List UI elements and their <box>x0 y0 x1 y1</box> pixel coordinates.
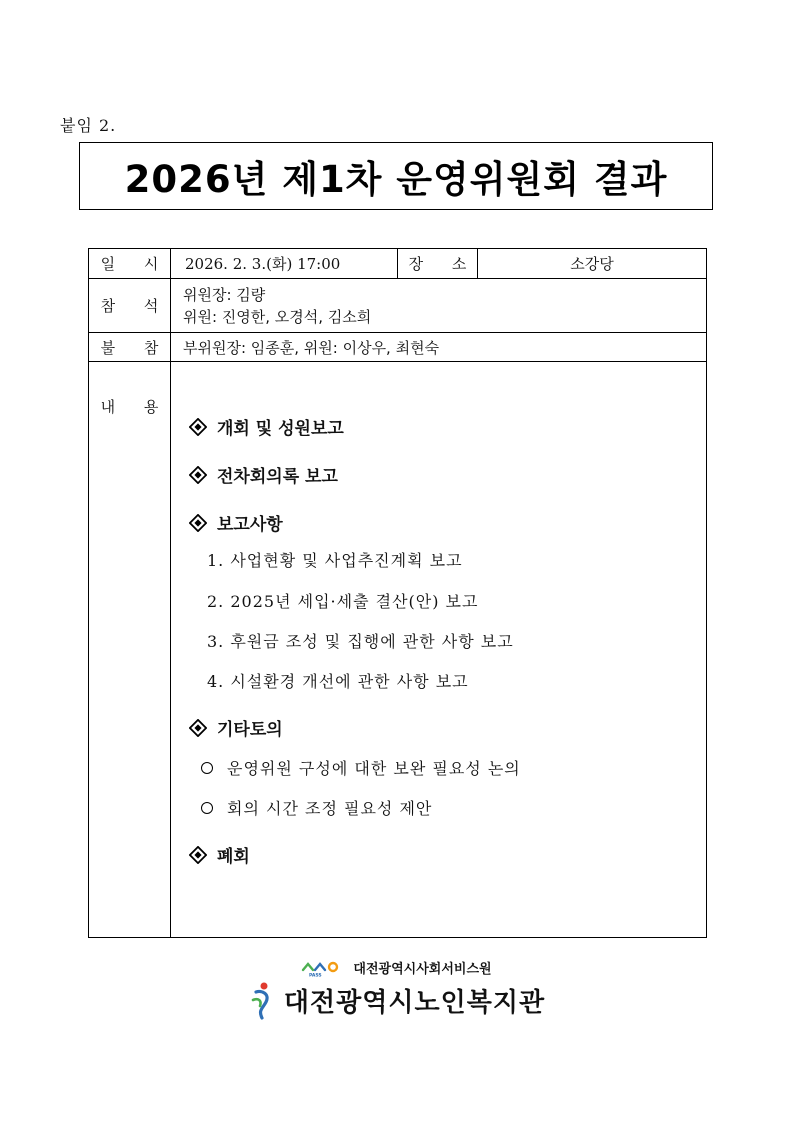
report-item: 4. 시설환경 개선에 관한 사항 보고 <box>207 672 469 691</box>
diamond-icon <box>189 846 207 864</box>
section-title: 개회 및 성원보고 <box>217 419 344 439</box>
attend-chair: 위원장: 김량 <box>183 285 266 304</box>
section-discussion <box>189 715 283 740</box>
discussion-item <box>201 756 521 779</box>
section-previous-minutes <box>189 462 338 487</box>
diamond-icon <box>189 719 207 737</box>
attend-label-cell <box>89 279 171 333</box>
report-item: 3. 후원금 조성 및 집행에 관한 사항 보고 <box>207 632 514 651</box>
pass-logo-text: PASS <box>309 973 323 977</box>
absent-row <box>89 333 707 362</box>
content-label-cell <box>89 362 171 938</box>
document-title: 2026년 제1차 운영위원회 결과 <box>124 158 668 201</box>
report-item: 2. 2025년 세입·세출 결산(안) 보고 <box>207 592 479 611</box>
diamond-icon <box>189 418 207 436</box>
report-item: 1. 사업현황 및 사업추진계획 보고 <box>207 551 463 570</box>
pass-logo-icon <box>301 959 347 977</box>
section-title: 전차회의록 보고 <box>217 467 338 487</box>
org-small-text: 대전광역시사회서비스원 <box>353 962 492 977</box>
content-body <box>171 362 706 937</box>
date-label-cell <box>89 249 171 279</box>
discussion-text: 운영위원 구성에 대한 보완 필요성 논의 <box>227 759 521 778</box>
footer-org-small <box>0 958 793 977</box>
footer-org-name <box>0 980 793 1020</box>
section-title: 폐회 <box>217 847 250 867</box>
place-label: 장 소 <box>408 255 479 273</box>
date-value: 2026. 2. 3.(화) 17:00 <box>171 249 398 279</box>
place-value: 소강당 <box>478 249 707 279</box>
section-title: 기타토의 <box>217 720 283 740</box>
discussion-item <box>201 796 432 819</box>
org-name-text: 대전광역시노인복지관 <box>283 987 546 1018</box>
attend-row <box>89 279 707 333</box>
absent-label: 불 참 <box>100 338 171 357</box>
date-label: 일 시 <box>100 255 171 273</box>
attend-label: 참 석 <box>100 297 171 315</box>
date-row <box>89 249 707 279</box>
content-row <box>89 362 707 938</box>
content-label: 내 용 <box>100 398 171 416</box>
circle-bullet-icon <box>201 762 213 774</box>
attend-value-cell <box>171 279 707 333</box>
content-cell <box>171 362 707 938</box>
section-reports <box>189 510 283 535</box>
attend-members: 위원: 진영한, 오경석, 김소희 <box>183 307 372 326</box>
circle-bullet-icon <box>201 802 213 814</box>
discussion-text: 회의 시간 조정 필요성 제안 <box>227 799 433 818</box>
section-opening <box>189 414 344 439</box>
meeting-table <box>88 248 707 938</box>
section-closing <box>189 842 250 867</box>
absent-label-cell <box>89 333 171 362</box>
section-title: 보고사항 <box>217 515 283 535</box>
diamond-icon <box>189 514 207 532</box>
senior-welfare-logo-icon <box>248 980 278 1020</box>
attachment-label: 붙임 2. <box>60 116 117 135</box>
diamond-icon <box>189 466 207 484</box>
title-box <box>79 142 713 210</box>
place-label-cell <box>398 249 478 279</box>
absent-value: 부위원장: 임종훈, 위원: 이상우, 최현숙 <box>171 333 707 362</box>
